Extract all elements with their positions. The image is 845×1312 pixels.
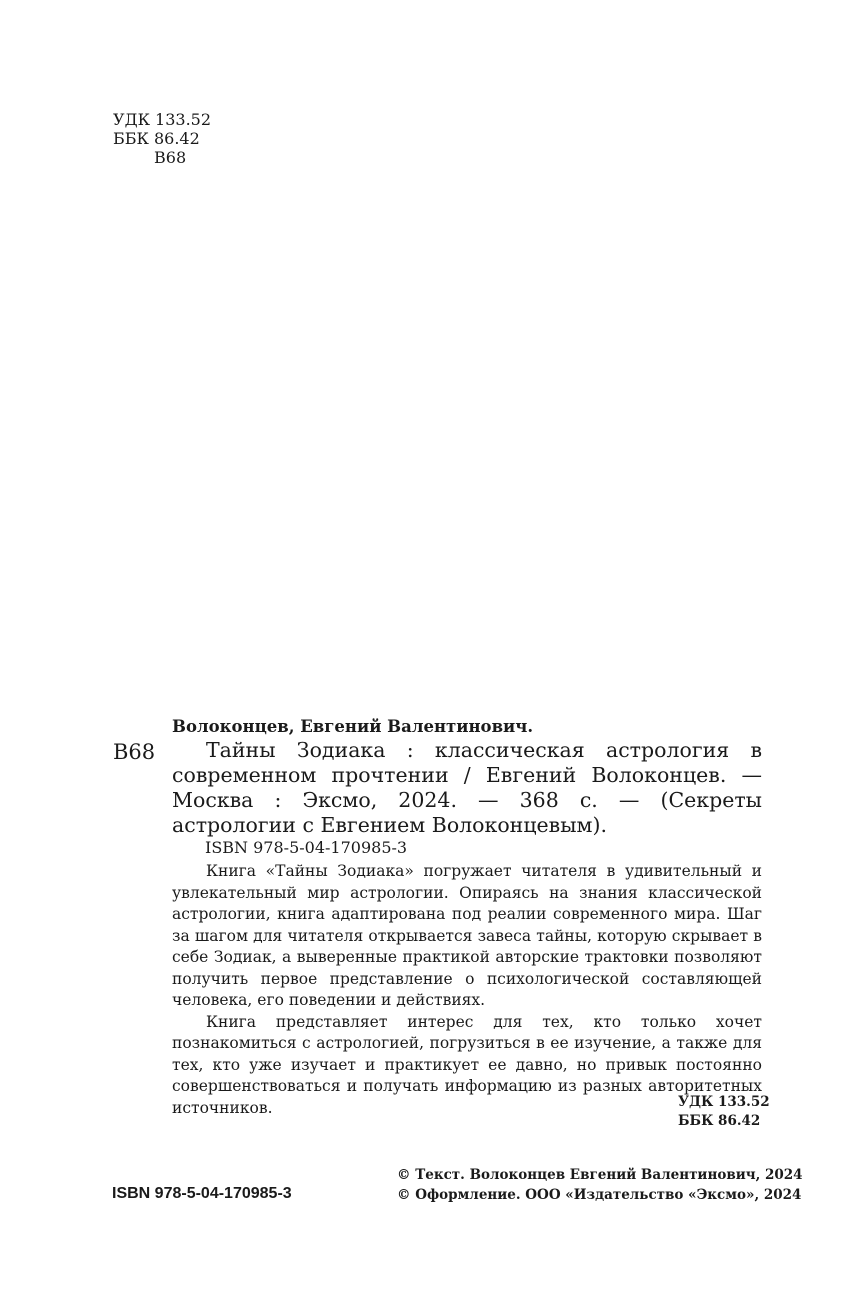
annotation — [172, 861, 762, 1119]
copyright-design: © Оформление. ООО «Издательство «Эксмо», 2024 — [397, 1187, 802, 1203]
udk-code-bottom: УДК 133.52 — [678, 1094, 770, 1110]
bibliographic-entry: Тайны Зодиака : классическая астрология в современном прочтении / Евгений Волоконцев. — Москва : Эксмо, 2024. — 368 с. — (Секреты астрологии с Евгением Волоконцевым). — [172, 738, 762, 837]
copyright-block — [397, 1165, 803, 1205]
author-heading: Волоконцев, Евгений Валентинович. — [172, 717, 534, 736]
author-sign: В68 — [154, 148, 187, 167]
bbk-code-bottom: ББК 86.42 — [678, 1113, 761, 1129]
isbn-bottom: ISBN 978-5-04-170985-3 — [112, 1185, 292, 1202]
author-sign-inline: В68 — [113, 740, 156, 764]
classification-bottom — [678, 1093, 770, 1131]
isbn-inline: ISBN 978-5-04-170985-3 — [205, 838, 408, 857]
bbk-code: ББК 86.42 — [113, 129, 200, 148]
classification-top — [113, 110, 211, 167]
annotation-paragraph: Книга «Тайны Зодиака» погружает читателя в удивительный и увлекательный мир астрологии. Опираясь на знания классической астрологии, книга адаптирована под реалии современного мира. Шаг за шагом для читателя открывается завеса тайны, которую скрывает в себе Зодиак, а выверенные практикой авторские трактовки позволяют получить первое представление о психологической составляющей человека, его поведении и действиях. — [172, 862, 762, 1009]
annotation-paragraph: Книга представляет интерес для тех, кто только хочет познакомиться с астрологией, погрузиться в ее изучение, а также для тех, кто уже изучает и практикует ее давно, но привык постоянно совершенствоваться и получать информацию из разных авторитетных источников. — [172, 1012, 762, 1117]
udk-code: УДК 133.52 — [113, 110, 212, 129]
copyright-text: © Текст. Волоконцев Евгений Валентинович, 2024 — [397, 1167, 803, 1183]
